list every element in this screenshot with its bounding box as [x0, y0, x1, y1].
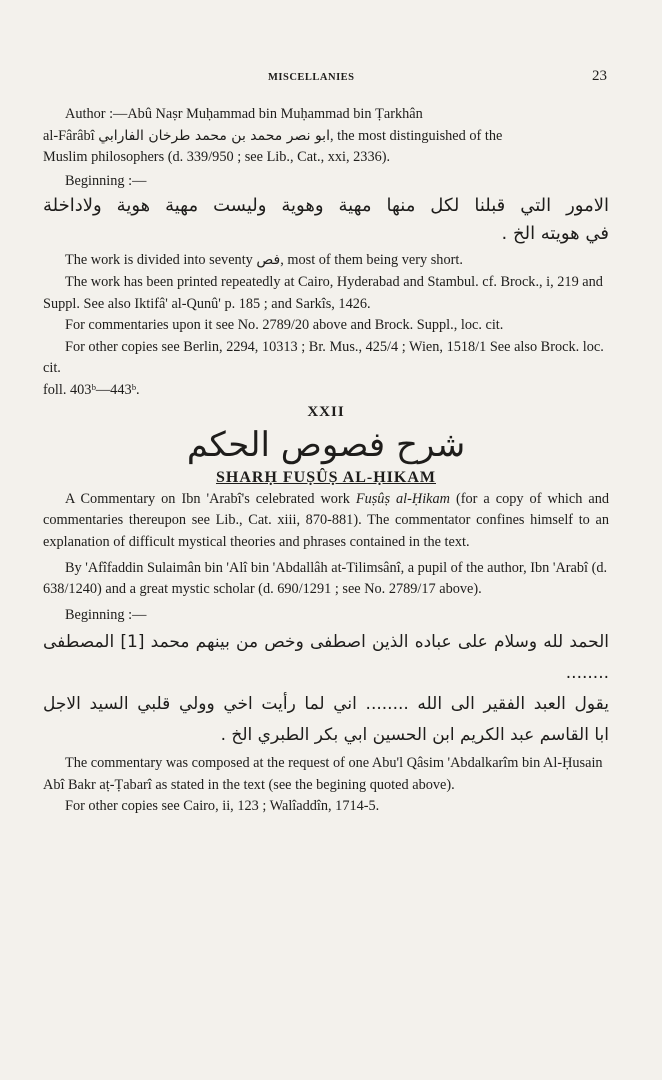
author-death-line: Muslim philosophers (d. 339/950 ; see Lib., Cat., xxi, 2336). — [43, 149, 391, 166]
arabic-incipit-line: يقول العبد الفقير الى الله ........ اني لما رأيت اخي وولي قلبي السيد الاجل — [43, 694, 609, 715]
author-arabic-name: ابو نصر محمد بن محمد طرخان الفارابي — [98, 127, 330, 144]
divisions-arabic-word: فص — [256, 252, 281, 269]
commentator-note: By 'Afîfaddin Sulaimân bin 'Alî bin 'Abdallâh at-Tilimsânî, a pupil of the author, Ibn 'Arabî (d. 638/1240) and a great mystic scholar (d. 690/1291 ; see No. 2789/17 above). — [43, 559, 608, 598]
arabic-incipit-line: الامور التي قبلنا لكل منها مهية وهوية وليست مهية هوية ولاداخلة — [43, 195, 609, 217]
beginning-label: Beginning :— — [65, 606, 147, 623]
arabic-incipit-line: الحمد لله وسلام على عباده الذين اصطفى وخص من بينهم محمد [1] المصطفى ........ — [43, 632, 609, 684]
author-suffix: , the most distinguished of the — [329, 127, 503, 144]
work-title: Fuṣûṣ al-Ḥikam — [355, 490, 451, 507]
arabic-incipit — [43, 627, 609, 751]
page-header — [0, 68, 662, 88]
author-line: Author :—Abû Naṣr Muḥammad bin Muḥammad bin Ṭarkhân — [65, 106, 423, 122]
divisions-note — [43, 250, 609, 272]
running-head: MISCELLANIES — [268, 72, 355, 83]
other-copies-note: For other copies see Berlin, 2294, 10313 ; Br. Mus., 425/4 ; Wien, 1518/1 See also Brock. loc. cit. — [43, 338, 604, 377]
folio-range: foll. 403ᵇ—443ᵇ. — [43, 381, 140, 398]
composition-note: The commentary was composed at the request of one Abu'l Qâsim 'Abdalkarîm bin Al-Ḥusain Abî Bakr aṭ-Ṭabarî as stated in the text (see the begining quoted above). — [43, 755, 603, 793]
divisions-prefix: The work is divided into seventy — [65, 252, 253, 269]
other-copies-note: For other copies see Cairo, ii, 123 ; Walîaddîn, 1714-5. — [65, 798, 380, 815]
page-body — [43, 104, 609, 818]
beginning-label: Beginning :— — [65, 172, 147, 189]
commentary-post: (for a copy of which and commentaries thereupon see Lib., Cat. xiii, 870-881). The commentator confines himself to an explanation of difficult mystical theories and phrases contained in the text. — [43, 490, 610, 550]
printed-note: The work has been printed repeatedly at Cairo, Hyderabad and Stambul. cf. Brock., i, 219 and Suppl. See also Iktifâ' al-Qunû' p. 185 ; and Sarkîs, 1426. — [43, 273, 603, 312]
latin-title-text: SHARḤ FUṢÛṢ AL-ḤIKAM — [215, 469, 437, 487]
commentary-description — [43, 489, 609, 554]
section-number: XXII — [307, 403, 345, 420]
author-prefix: al-Fârâbî — [43, 127, 95, 144]
latin-title — [43, 467, 609, 489]
page-number: 23 — [592, 68, 607, 84]
author-line-arabic — [43, 126, 609, 148]
arabic-incipit-line: في هويته الخ . — [501, 223, 609, 245]
arabic-title: شرح فصوص الحكم — [186, 425, 466, 466]
divisions-suffix: , most of them being very short. — [280, 252, 463, 269]
commentaries-note: For commentaries upon it see No. 2789/20 above and Brock. Suppl., loc. cit. — [65, 317, 504, 334]
arabic-incipit-line: ابا القاسم عبد الكريم ابن الحسين ابي بكر الطبري الخ . — [220, 725, 609, 746]
commentary-pre: A Commentary on Ibn 'Arabî's celebrated work — [65, 490, 350, 507]
